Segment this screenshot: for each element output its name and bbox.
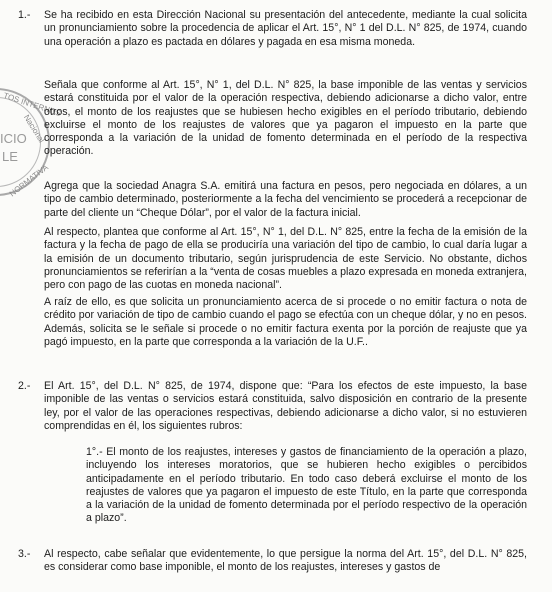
stamp-arc-right: Nacional [21, 113, 47, 145]
section-number: 1.- [18, 9, 31, 21]
paragraph: Al respecto, cabe señalar que evidentemente, lo que persigue la norma del Art. 15°, del D.L. N° 825, es considerar como base imponible, el monto de los reajustes, intereses y gastos de [44, 548, 527, 574]
paragraph: Al respecto, plantea que conforme al Art. 15°, N° 1, del D.L. N° 825, entre la fecha de la emisión de la factura y la fecha de pago de ella se produciría una variación del tipo de cambio, lo cual daría lugar a la emisión de un documento tributario, según jurisprudencia de este Servicio. No obstante, dichos pronunciamientos se referirían a la “venta de cosas muebles a plazo expresada en moneda extranjera, pero con pago de las cuotas en moneda nacional”. [44, 226, 527, 292]
paragraph: A raíz de ello, es que solicita un pronunciamiento acerca de si procede o no emitir factura o nota de crédito por variación de tipo de cambio cuando el pago se efectúa con un cheque dólar, y no en pesos. Además, solicita se le señale si procede o no emitir factura exenta por la porción de reajuste que ya pagó impuesto, en la parte que corresponda a la variación de la U.F.. [44, 296, 527, 348]
paragraph: El Art. 15°, del D.L. N° 825, de 1974, dispone que: “Para los efectos de este impuesto, la base imponible de las ventas o servicios estará constituida, salvo disposición en contrario de la presente ley, por el valor de las operaciones respectivas, debiendo adicionarse a dicho valor, si no estuvieren comprendidas en él, los siguientes rubros: [44, 380, 527, 432]
paragraph: Agrega que la sociedad Anagra S.A. emitirá una factura en pesos, pero negociada en dólares, a un tipo de cambio determinado, posteriormente a la fecha del vencimiento se procederá a recepcionar de parte del cliente un “Cheque Dólar”, por el valor de la factura inicial. [44, 180, 527, 219]
stamp-letters-b: LE [2, 149, 18, 164]
paragraph: Se ha recibido en esta Dirección Nacional su presentación del antecedente, mediante la cual solicita un pronunciamiento sobre la procedencia de aplicar el Art. 15°, N° 1 del D.L. N° 825, de 1974, cuando una operación a plazo es pactada en dólares y pagada en esa misma moneda. [44, 9, 527, 48]
section-number: 3.- [18, 548, 31, 560]
section-number: 2.- [18, 380, 31, 392]
quoted-paragraph: 1°.- El monto de los reajustes, intereses y gastos de financiamiento de la operación a plazo, incluyendo los intereses moratorios, que se hubieren hecho exigibles o percibidos anticipadamente en el período tributario. En todo caso deberá excluirse el monto de los reajustes de valores que ya pagaron el impuesto de este Título, en la parte que corresponda a la variación de la unidad de fomento determinada por el período respectivo de la operación a plazo”. [86, 446, 527, 525]
paragraph: Señala que conforme al Art. 15°, N° 1, del D.L. N° 825, la base imponible de las ventas y servicios estará constituida por el valor de la operación respectiva, debiendo adicionarse a dicho valor, entre otros, el monto de los reajustes que se hubiesen hecho exigibles en el período tributario, debiendo excluirse el monto de los reajustes de valores que ya pagaron el impuesto en la parte que corresponda a la variación de la unidad de fomento determinada en el período de la respectiva operación. [44, 79, 527, 158]
official-stamp [0, 88, 62, 199]
stamp-arc-bottom: NORMATIVA [7, 162, 50, 199]
stamp-arc-top: TOS INTERNOS [2, 90, 62, 119]
stamp-letters-a: ICIO [0, 131, 27, 146]
